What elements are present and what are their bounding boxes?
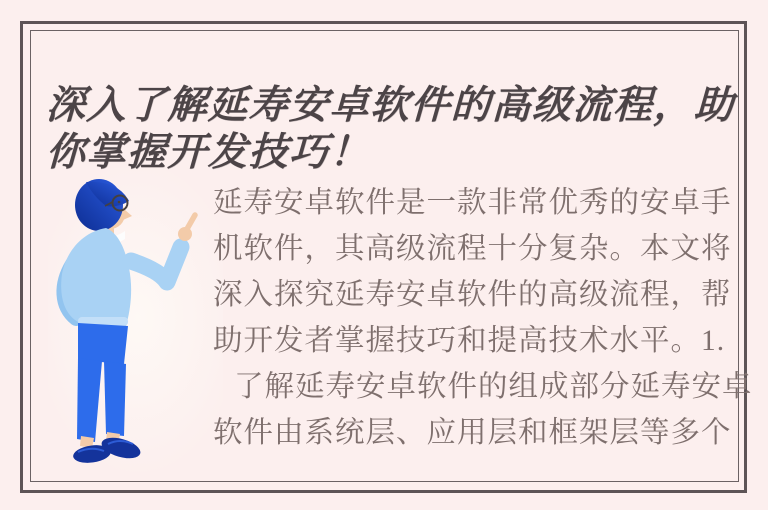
title-line-2: 你掌握开发技巧！ <box>45 131 371 175</box>
article-line-3: 深入探究延寿安卓软件的高级流程，帮 <box>213 279 732 311</box>
pants-hip <box>78 323 128 364</box>
article-line-4: 助开发者掌握技巧和提高技术水平。1. <box>213 325 726 357</box>
page-title <box>46 82 744 176</box>
man-pointing-illustration <box>48 168 223 473</box>
article-line-5: 了解延寿安卓软件的组成部分延寿安卓 <box>234 371 753 403</box>
article-body <box>213 180 753 456</box>
article-line-1: 延寿安卓软件是一款非常优秀的安卓手 <box>213 187 732 219</box>
article-line-6: 软件由系统层、应用层和框架层等多个 <box>213 417 732 449</box>
title-line-1: 深入了解延寿安卓软件的高级流程，助 <box>45 84 736 128</box>
eye <box>118 201 121 204</box>
pants-right-leg <box>104 361 126 436</box>
article-line-2: 机软件，其高级流程十分复杂。本文将 <box>213 233 732 265</box>
